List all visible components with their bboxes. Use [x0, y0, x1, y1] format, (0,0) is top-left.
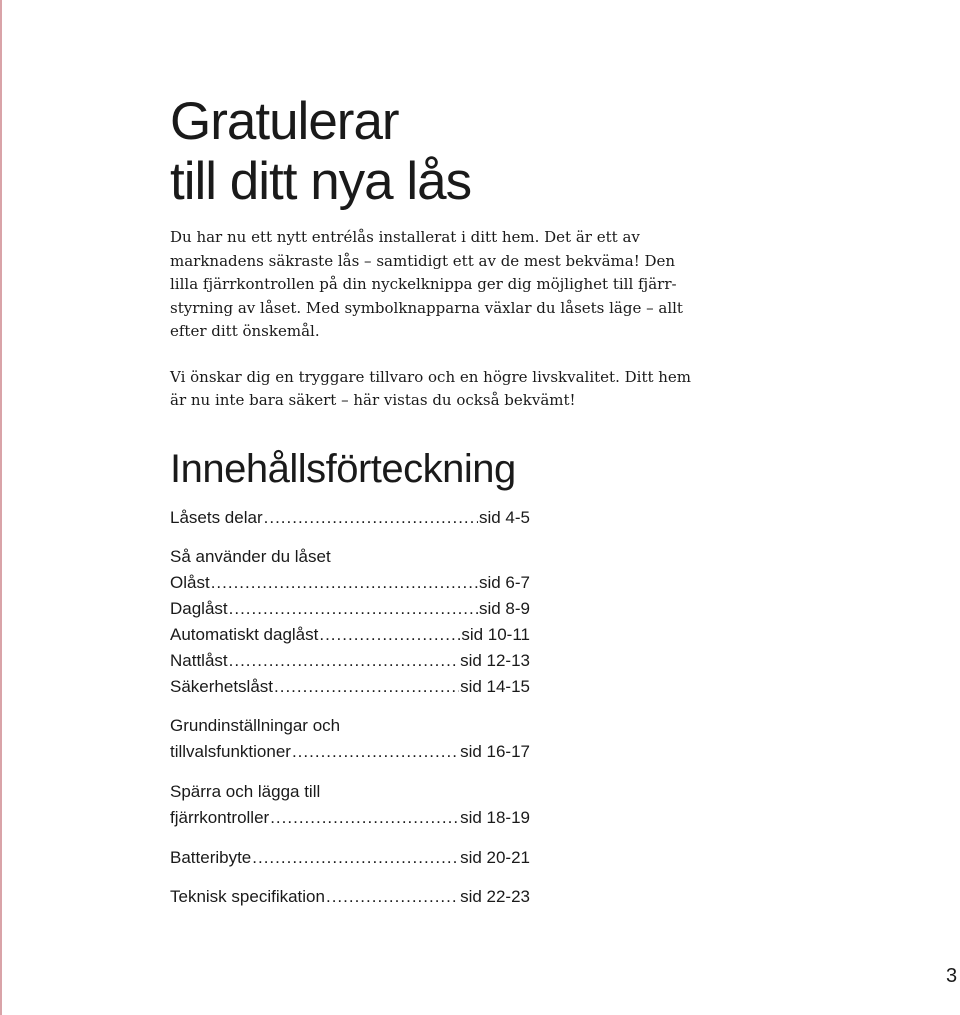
toc-entry-page: sid 20-21 [460, 848, 530, 867]
toc-entry-label: fjärrkontroller [170, 808, 270, 827]
page-title [170, 92, 471, 212]
toc-entry-page: sid 14-15 [460, 677, 530, 696]
page-edge-line [0, 0, 2, 1015]
intro-text [170, 226, 692, 413]
toc-leader-dots [264, 506, 478, 530]
page-title-line-1: Gratulerar [170, 92, 399, 151]
intro-paragraph-2 [170, 366, 692, 413]
toc-leader-dots [229, 649, 459, 673]
toc-entry-page: sid 22-23 [460, 887, 530, 906]
toc-leader-dots [292, 740, 459, 764]
toc-leader-dots [326, 885, 459, 909]
toc-entry[interactable] [170, 597, 530, 621]
toc-entry-label: tillvalsfunktioner [170, 742, 291, 761]
toc-section-heading: Så använder du låset [170, 547, 331, 566]
toc-entry-label: Batteribyte [170, 848, 252, 867]
intro-line: marknadens säkraste lås – samtidigt ett av de mest bekväma! Den [170, 251, 676, 270]
intro-line: är nu inte bara säkert – här vistas du också bekvämt! [170, 391, 576, 409]
toc-entry[interactable] [170, 675, 530, 699]
toc-entry-page: sid 12-13 [460, 651, 530, 670]
toc-leader-dots [274, 675, 459, 699]
toc-leader-dots [270, 806, 459, 830]
toc-entry-label: Säkerhetslåst [170, 677, 273, 696]
intro-paragraph-1 [170, 226, 683, 344]
toc-entry[interactable] [170, 506, 530, 530]
intro-line: Du har nu ett nytt entrélås installerat i ditt hem. Det är ett av [170, 228, 640, 246]
page-title-line-2: till ditt nya lås [170, 152, 472, 211]
toc-entry[interactable] [170, 649, 530, 673]
toc-entry-page: sid 10-11 [461, 625, 530, 644]
toc-entry-label: Teknisk specifikation [170, 887, 325, 906]
toc-entry-page: sid 4-5 [478, 508, 530, 527]
toc-entry[interactable] [170, 846, 530, 870]
toc-entry[interactable] [170, 740, 530, 764]
toc-entry-label: Olåst [170, 573, 210, 592]
toc-entry[interactable] [170, 623, 530, 647]
toc-entry-label: Nattlåst [170, 651, 228, 670]
toc-entry-page: sid 16-17 [460, 742, 530, 761]
toc-entry-label: Automatiskt daglåst [170, 625, 319, 644]
toc-entry-page: sid 8-9 [478, 599, 530, 618]
toc-entry-page: sid 18-19 [460, 808, 530, 827]
toc-heading: Innehållsförteckning [170, 447, 516, 491]
intro-line: styrning av låset. Med symbolknapparna växlar du låsets läge – allt [170, 298, 683, 317]
toc-entry[interactable] [170, 571, 530, 595]
toc-entry[interactable] [170, 806, 530, 830]
toc-section-heading: Spärra och lägga till [170, 782, 321, 801]
intro-line: efter ditt önskemål. [170, 322, 320, 340]
toc-leader-dots [319, 623, 460, 647]
toc-section-heading: Grundinställningar och [170, 716, 341, 735]
intro-line: Vi önskar dig en tryggare tillvaro och en högre livskvalitet. Ditt hem [170, 367, 692, 386]
toc-entry[interactable] [170, 885, 530, 909]
page-number: 3 [946, 965, 958, 987]
toc-leader-dots [229, 597, 478, 621]
toc-entry-label: Daglåst [170, 599, 228, 618]
toc-entry-label: Låsets delar [170, 508, 263, 527]
toc-leader-dots [211, 571, 478, 595]
toc-leader-dots [252, 846, 459, 870]
toc-entry-page: sid 6-7 [478, 573, 530, 592]
intro-line: lilla fjärrkontrollen på din nyckelknippa ger dig möjlighet till fjärr- [170, 275, 677, 293]
